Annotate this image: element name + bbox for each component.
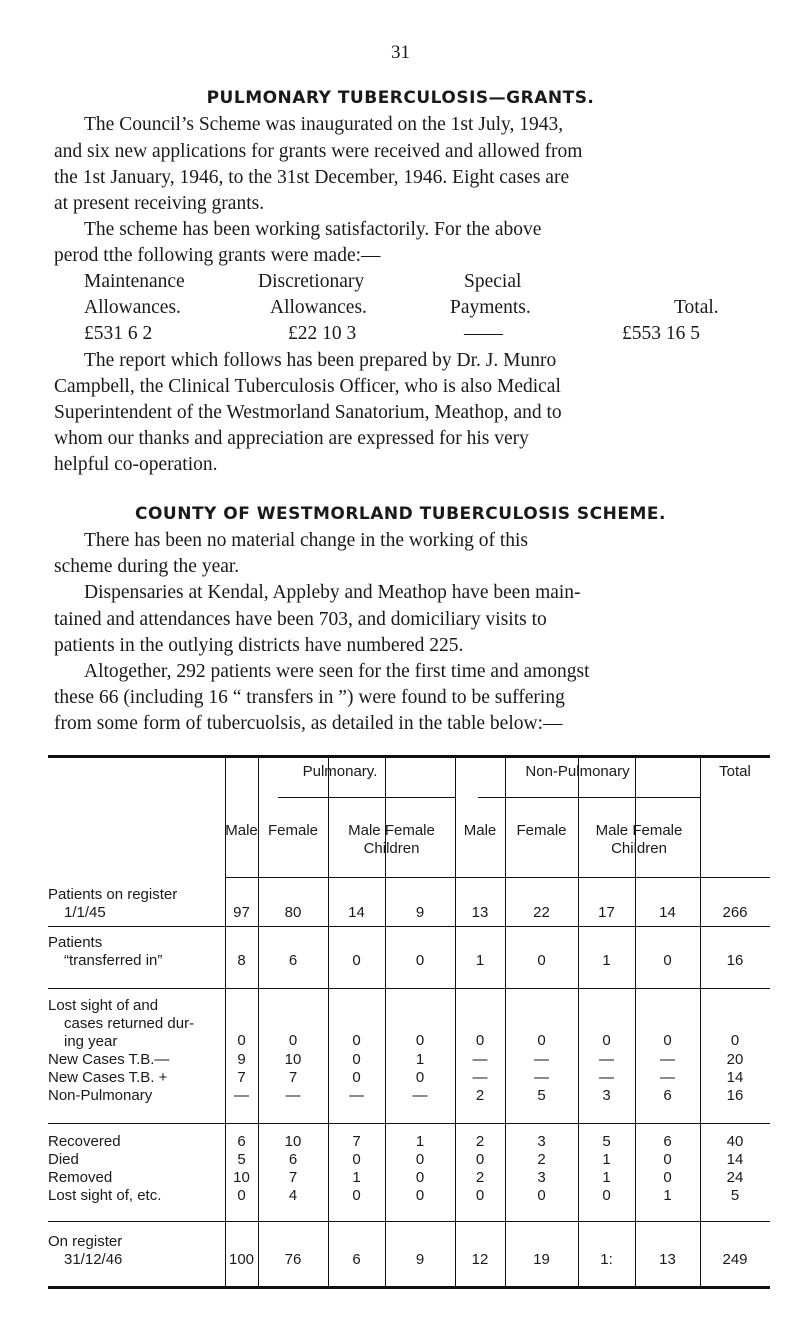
table-cell: 10 [284, 1051, 302, 1068]
table-rule [225, 877, 770, 878]
table-cell: 10 [284, 1133, 302, 1150]
table-cell: 22 [533, 904, 550, 921]
table-cell: 1 [602, 1151, 611, 1168]
table-cell: 6 [288, 952, 298, 969]
table-rule [48, 926, 770, 927]
table-cell: 4 [288, 1187, 298, 1204]
grants-header-allowances: Allowances. [84, 297, 181, 318]
table-cell: 2 [475, 1169, 485, 1186]
table-cell: 3 [537, 1133, 546, 1150]
grants-header-allowances-2: Allowances. [270, 297, 367, 318]
table-cell: 0 [352, 1051, 361, 1068]
table-cell: 7 [288, 1169, 298, 1186]
table-cell: — [472, 1051, 488, 1068]
table-cell: 6 [352, 1251, 361, 1268]
table-cell: 0 [352, 952, 361, 969]
table-cell: 1 [663, 1187, 672, 1204]
section-heading-scheme: COUNTY OF WESTMORLAND TUBERCULOSIS SCHEME. [135, 504, 666, 524]
grants-header-discretionary: Discretionary [258, 271, 365, 292]
paragraph-line: perod tthe following grants were made:— [54, 245, 381, 266]
table-cell: — [472, 1069, 488, 1086]
table-cell: 10 [233, 1169, 250, 1186]
table-cell: 0 [663, 1032, 672, 1049]
table-cell: — [660, 1069, 675, 1086]
row-label: Lost sight of, etc. [48, 1187, 162, 1204]
table-cell: 0 [537, 1187, 546, 1204]
paragraph-line: helpful co-operation. [54, 454, 218, 475]
grants-header-payments: Payments. [450, 297, 531, 318]
table-cell: 1 [475, 952, 485, 969]
table-cell: 6 [663, 1087, 672, 1104]
table-cell: 7 [352, 1133, 361, 1150]
table-cell: — [412, 1087, 428, 1104]
row-label: On register [48, 1233, 123, 1250]
sub-header-children-mf: Male Female [348, 822, 435, 839]
table-cell: — [234, 1087, 249, 1104]
group-header-non-pulmonary: Non-Pulmonary [525, 763, 630, 780]
table-cell: 1 [602, 1169, 611, 1186]
table-cell: 13 [471, 904, 489, 921]
row-label: “transferred in” [64, 952, 163, 969]
grants-header-special: Special [464, 271, 522, 292]
table-cell: — [349, 1087, 364, 1104]
table-cell: 100 [228, 1251, 255, 1268]
table-cell: 0 [537, 952, 546, 969]
paragraph-line: tained and attendances have been 703, and domiciliary visits to [54, 609, 547, 630]
table-cell: 0 [415, 1069, 425, 1086]
table-cell: 2 [537, 1151, 546, 1168]
table-cell: 5 [730, 1187, 740, 1204]
table-rule [478, 797, 700, 798]
table-cell: 5 [602, 1133, 611, 1150]
table-cell: 9 [237, 1051, 246, 1068]
paragraph-line: at present receiving grants. [54, 193, 265, 214]
paragraph-line: The scheme has been working satisfactorily. For the above [84, 219, 542, 240]
table-cell: 3 [602, 1087, 611, 1104]
group-header-pulmonary: Pulmonary. [302, 763, 378, 780]
table-cell: 6 [288, 1151, 298, 1168]
row-label: Removed [48, 1169, 113, 1186]
table-rule [278, 797, 455, 798]
table-cell: 0 [730, 1032, 740, 1049]
paragraph-line: these 66 (including 16 “ transfers in ”) were found to be suffering [54, 687, 565, 708]
table-cell: 0 [602, 1032, 611, 1049]
table-cell: 19 [533, 1251, 550, 1268]
table-cell: 1 [415, 1051, 425, 1068]
table-cell: 5 [237, 1151, 246, 1168]
table-cell: — [660, 1051, 675, 1068]
table-cell: 7 [288, 1069, 298, 1086]
table-cell: 0 [415, 1169, 425, 1186]
paragraph-line: patients in the outlying districts have numbered 225. [54, 635, 464, 656]
table-cell: 0 [352, 1187, 361, 1204]
row-label: Patients [48, 934, 103, 951]
table-cell: 249 [722, 1251, 748, 1268]
row-label: New Cases T.B. + [48, 1069, 168, 1086]
table-cell: 0 [415, 1151, 425, 1168]
table-cell: 0 [352, 1069, 361, 1086]
table-cell: — [599, 1051, 614, 1068]
table-cell: 1 [352, 1169, 361, 1186]
grants-value-discretionary: £22 10 3 [288, 323, 357, 344]
paragraph-line: Campbell, the Clinical Tuberculosis Officer, who is also Medical [54, 376, 561, 397]
row-label: Lost sight of and [48, 997, 159, 1014]
table-rule [700, 757, 701, 1287]
table-cell: 20 [726, 1051, 744, 1068]
table-cell: 17 [598, 904, 615, 921]
table-cell: — [599, 1069, 614, 1086]
table-cell: 1 [415, 1133, 425, 1150]
table-cell: 0 [602, 1187, 611, 1204]
grants-header-total: Total. [674, 297, 719, 318]
table-cell: 0 [663, 1169, 672, 1186]
paragraph-line: from some form of tubercuolsis, as detailed in the table below:— [54, 713, 563, 734]
table-cell: 0 [415, 1187, 425, 1204]
grants-value-total: £553 16 5 [622, 323, 700, 344]
sub-header-female-np: Female [516, 822, 567, 839]
table-rule [48, 988, 770, 989]
table-cell: 13 [659, 1251, 676, 1268]
table-cell: 0 [475, 1187, 485, 1204]
page-number: 31 [391, 42, 410, 63]
table-cell: 0 [352, 1032, 361, 1049]
table-cell: 12 [471, 1251, 489, 1268]
row-label: 1/1/45 [64, 904, 106, 921]
table-cell: 0 [663, 1151, 672, 1168]
grants-header-maintenance: Maintenance [84, 271, 185, 292]
grants-value-special: —— [464, 323, 503, 344]
table-cell: 9 [415, 1251, 425, 1268]
row-label: Died [48, 1151, 79, 1168]
paragraph-line: There has been no material change in the working of this [84, 530, 529, 551]
table-cell: 0 [663, 952, 672, 969]
table-cell: 8 [237, 952, 246, 969]
table-cell: 1: [600, 1251, 613, 1268]
table-cell: — [285, 1087, 301, 1104]
table-cell: 6 [663, 1133, 672, 1150]
section-heading-grants: PULMONARY TUBERCULOSIS—GRANTS. [206, 88, 595, 108]
paragraph-line: Altogether, 292 patients were seen for the first time and amongst [84, 661, 590, 682]
table-cell: 1 [602, 952, 611, 969]
table-cell: 5 [537, 1087, 546, 1104]
sub-header-children: Children [363, 840, 420, 857]
sub-header-male-np: Male [463, 822, 497, 839]
table-cell: 9 [415, 904, 425, 921]
row-label: New Cases T.B.— [48, 1051, 170, 1068]
sub-header-female: Female [267, 822, 319, 839]
table-cell: 80 [284, 904, 302, 921]
sub-header-male: Male [225, 822, 258, 839]
table-cell: 14 [659, 904, 676, 921]
table-cell: 2 [475, 1087, 485, 1104]
paragraph-line: and six new applications for grants were received and allowed from [54, 141, 583, 162]
sub-header-children-np: Children [611, 840, 667, 857]
table-cell: 0 [352, 1151, 361, 1168]
row-label: 31/12/46 [64, 1251, 123, 1268]
table-cell: 40 [726, 1133, 744, 1150]
sub-header-children-mf-np: Male Female [595, 822, 683, 839]
table-cell: 16 [726, 1087, 744, 1104]
row-label: Recovered [48, 1133, 121, 1150]
table-rule [48, 1123, 770, 1124]
table-cell: 76 [284, 1251, 302, 1268]
table-rule [48, 1221, 770, 1222]
table-cell: 0 [537, 1032, 546, 1049]
table-cell: 0 [415, 952, 425, 969]
table-cell: 24 [726, 1169, 744, 1186]
table-cell: 2 [475, 1133, 485, 1150]
table-cell: 97 [233, 904, 250, 921]
table-cell: 0 [237, 1187, 246, 1204]
table-rule [48, 1286, 770, 1289]
table-cell: 6 [237, 1133, 246, 1150]
table-cell: 266 [722, 904, 748, 921]
table-cell: 14 [726, 1069, 744, 1086]
table-cell: 16 [726, 952, 744, 969]
paragraph-line: whom our thanks and appreciation are expressed for his very [54, 428, 529, 449]
table-cell: — [534, 1069, 549, 1086]
table-cell: 14 [726, 1151, 744, 1168]
table-cell: 0 [237, 1032, 246, 1049]
row-label: cases returned dur- [64, 1015, 195, 1032]
table-cell: — [534, 1051, 549, 1068]
group-header-total: Total [719, 763, 751, 780]
paragraph-line: The report which follows has been prepared by Dr. J. Munro [84, 350, 557, 371]
table-cell: 14 [348, 904, 365, 921]
table-cell: 7 [237, 1069, 246, 1086]
paragraph-line: Superintendent of the Westmorland Sanatorium, Meathop, and to [54, 402, 562, 423]
row-label: Non-Pulmonary [48, 1087, 153, 1104]
paragraph-line: The Council’s Scheme was inaugurated on the 1st July, 1943, [84, 114, 564, 135]
row-label: Patients on register [48, 886, 178, 903]
paragraph-line: scheme during the year. [54, 556, 240, 577]
table-cell: 0 [288, 1032, 298, 1049]
table-cell: 3 [537, 1169, 546, 1186]
paragraph-line: the 1st January, 1946, to the 31st December, 1946. Eight cases are [54, 167, 570, 188]
table-cell: 0 [415, 1032, 425, 1049]
grants-value-maintenance: £531 6 2 [84, 323, 153, 344]
row-label: ing year [64, 1033, 118, 1050]
paragraph-line: Dispensaries at Kendal, Appleby and Meathop have been main- [84, 582, 581, 603]
table-cell: 0 [475, 1032, 485, 1049]
table-rule [48, 755, 770, 758]
table-cell: 0 [475, 1151, 485, 1168]
